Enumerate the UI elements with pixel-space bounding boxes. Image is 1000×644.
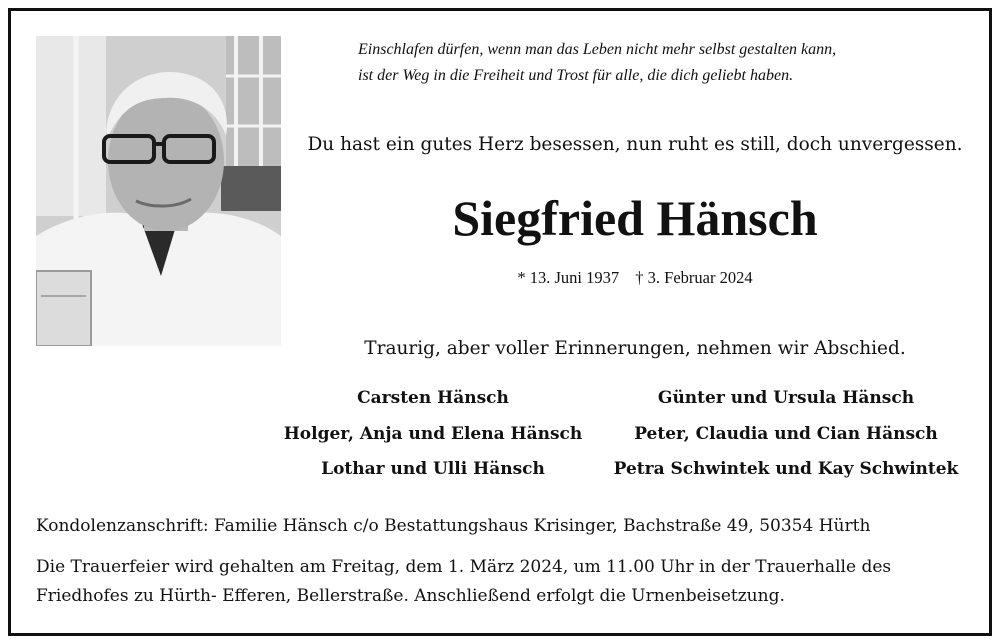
mourner-right-3: Petra Schwintek und Kay Schwintek	[613, 459, 959, 479]
farewell-line: Traurig, aber voller Erinnerungen, nehmen wir Abschied.	[364, 338, 906, 359]
mourner-right-2: Peter, Claudia und Cian Hänsch	[634, 424, 938, 444]
motto-line: Du hast ein gutes Herz besessen, nun ruht es still, doch unvergessen.	[307, 134, 963, 155]
quote-line-1: Einschlafen dürfen, wenn man das Leben nicht mehr selbst gestalten kann,	[358, 41, 837, 58]
service-info-line-2: Friedhofes zu Hürth- Efferen, Bellerstraße. Anschließend erfolgt die Urnenbeisetzung.	[36, 586, 785, 606]
deceased-name: Siegfried Hänsch	[452, 190, 818, 246]
condolence-address: Kondolenzanschrift: Familie Hänsch c/o Bestattungshaus Krisinger, Bachstraße 49, 50354 Hürth	[36, 516, 871, 536]
mourner-left-1: Carsten Hänsch	[357, 388, 509, 408]
service-info-line-1: Die Trauerfeier wird gehalten am Freitag, dem 1. März 2024, um 11.00 Uhr in der Trauerhalle des	[36, 557, 892, 577]
death-date: † 3. Februar 2024	[635, 268, 753, 287]
portrait-photo	[36, 36, 281, 346]
mourner-left-3: Lothar und Ulli Hänsch	[321, 459, 545, 479]
life-dates	[305, 268, 965, 288]
quote-line-2: ist der Weg in die Freiheit und Trost für alle, die dich geliebt haben.	[358, 67, 794, 84]
mourner-right-1: Günter und Ursula Hänsch	[657, 388, 915, 408]
mourner-left-2: Holger, Anja und Elena Hänsch	[283, 424, 583, 444]
birth-date: * 13. Juni 1937	[517, 268, 620, 287]
